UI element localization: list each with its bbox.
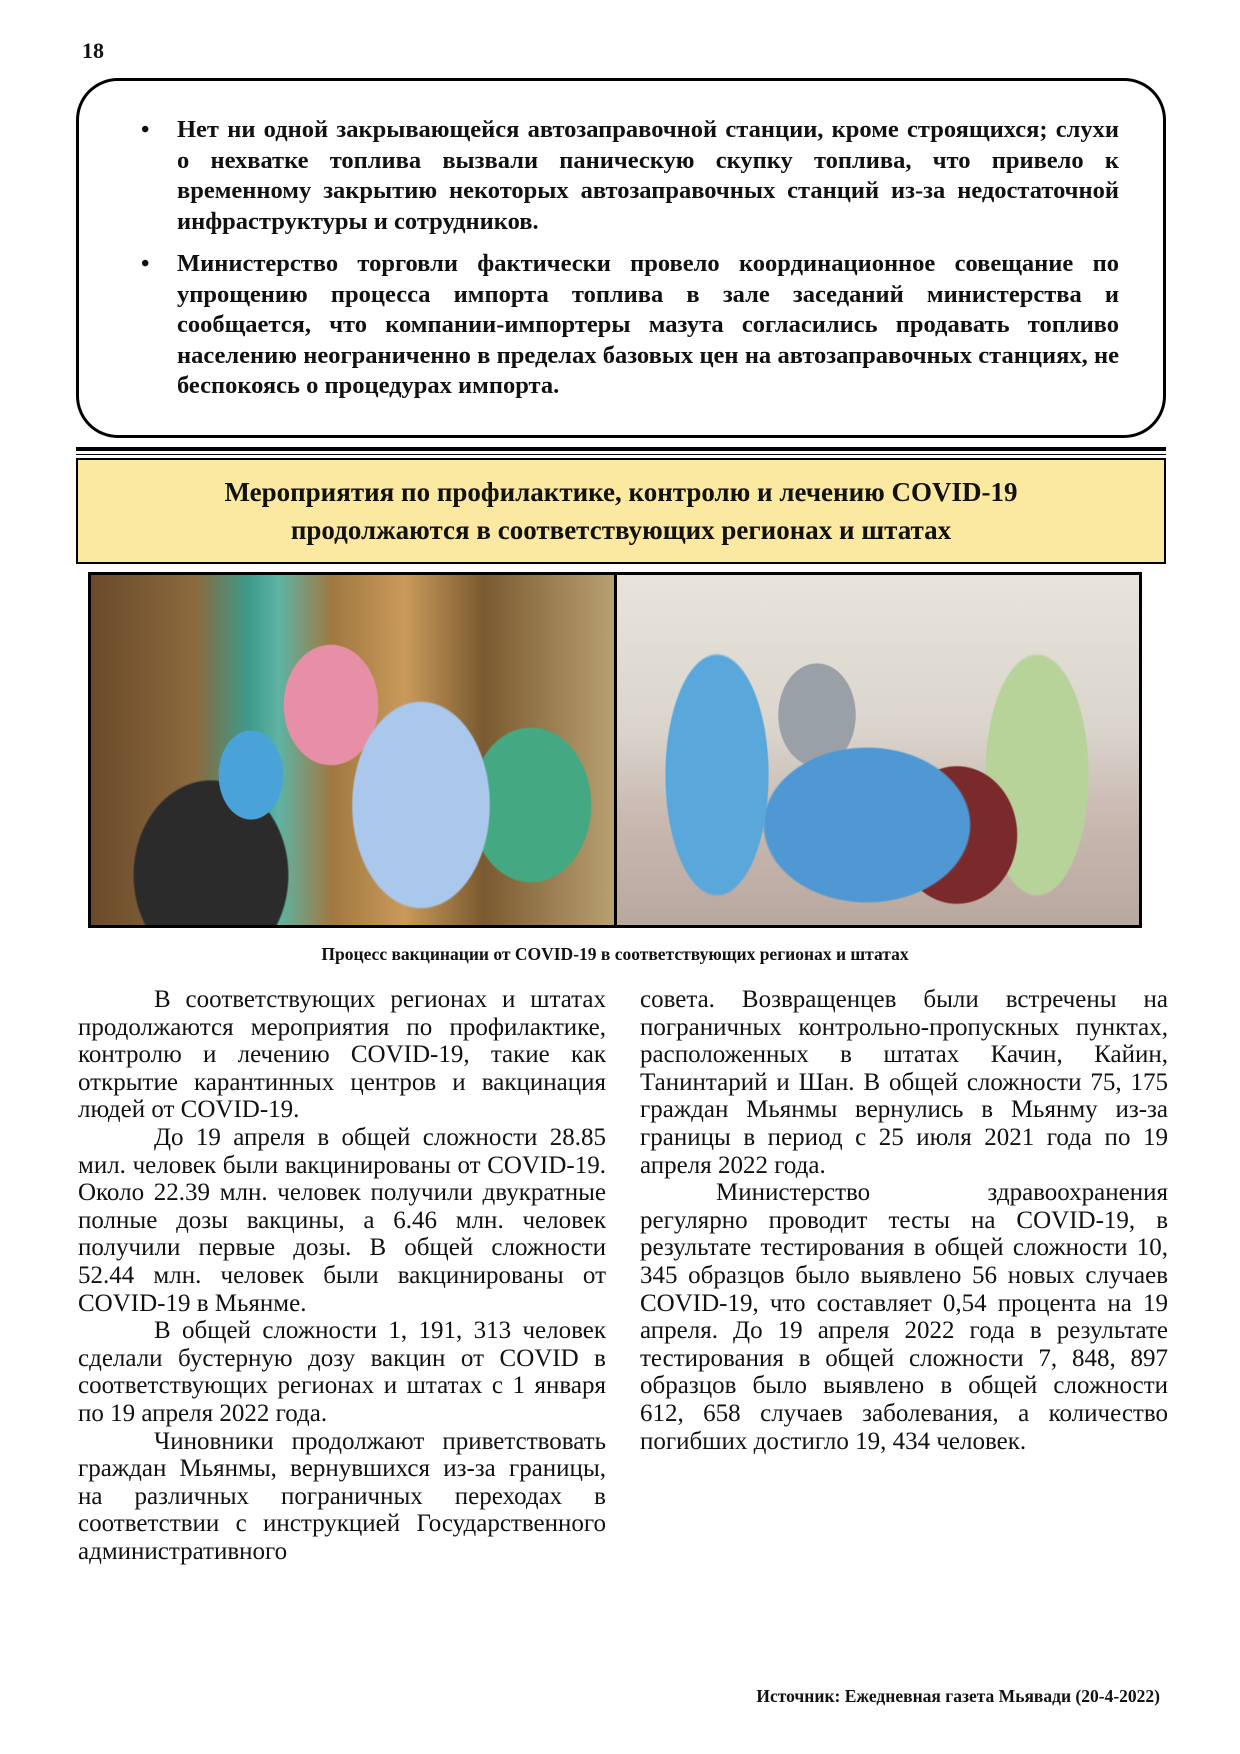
paragraph: совета. Возвращенцев были встречены на пограничных контрольно-пропускных пунктах, расположенных в штатах Качин, Кайин, Танинтарий и Шан. В общей сложности 75, 175 граждан Мьянмы вернулись в Мьянму из-за границы в период с 25 июля 2021 года по 19 апреля 2022 года. <box>640 986 1168 1179</box>
headline-box <box>76 458 1166 564</box>
headline <box>224 473 1017 549</box>
divider-thin <box>76 454 1166 455</box>
paragraph: В общей сложности 1, 191, 313 человек сделали бустерную дозу вакцин от COVID в соответствующих регионах и штатах с 1 января по 19 апреля 2022 года. <box>78 1317 606 1427</box>
bullet-item <box>141 115 1119 237</box>
bullet-dot-icon: • <box>141 117 150 143</box>
photo-caption: Процесс вакцинации от COVID-19 в соответствующих регионах и штатах <box>321 944 909 964</box>
source-credit: Источник: Ежедневная газета Мьявади (20-4-2022) <box>756 1686 1160 1706</box>
vaccination-photo-left <box>91 575 614 925</box>
paragraph: Министерство здравоохранения регулярно проводит тесты на COVID-19, в результате тестирования в общей сложности 10, 345 образцов было выявлено 56 новых случаев COVID-19, что составляет 0,54 процента на 19 апреля. До 19 апреля 2022 года в результате тестирования в общей сложности 7, 848, 897 образцов было выявлено в общей сложности 612, 658 случаев заболевания, а количество погибших достигло 19, 434 человек. <box>640 1179 1168 1455</box>
bullet-dot-icon: • <box>141 251 150 277</box>
page-number: 18 <box>82 38 104 63</box>
headline-line-2: продолжаются в соответствующих регионах и штатах <box>290 515 952 545</box>
paragraph: До 19 апреля в общей сложности 28.85 мил. человек были вакцинированы от COVID-19. Около 22.39 млн. человек получили двукратные полные дозы вакцины, а 6.46 млн. человек получили первые дозы. В общей сложности 52.44 млн. человек были вакцинированы от COVID-19 в Мьянме. <box>78 1123 606 1317</box>
bullet-box <box>76 78 1166 438</box>
bullet-text: Министерство торговли фактически провело координационное совещание по упрощению процесса импорта топлива в зале заседаний министерства и сообщается, что компании-импортеры мазута согласились продавать топливо населению неограниченно в пределах базовых цен на автозаправочных станциях, не беспокоясь о процедурах импорта. <box>177 250 1119 399</box>
vaccination-photo-right <box>614 575 1140 925</box>
paragraph: В соответствующих регионах и штатах продолжаются мероприятия по профилактике, контролю и лечению COVID-19, такие как открытие карантинных центров и вакцинация людей от COVID-19. <box>78 986 606 1124</box>
headline-line-1: Мероприятия по профилактике, контролю и лечению COVID-19 <box>224 477 1018 507</box>
photo-strip <box>88 572 1142 928</box>
bullet-text: Нет ни одной закрывающейся автозаправочной станции, кроме строящихся; слухи о нехватке топлива вызвали паническую скупку топлива, что привело к временному закрытию некоторых автозаправочных станций из-за недостаточной инфраструктуры и сотрудников. <box>177 116 1119 235</box>
article-column-left <box>78 986 606 1565</box>
paragraph: Чиновники продолжают приветствовать граждан Мьянмы, вернувшихся из-за границы, на различных пограничных переходах в соответствии с инструкцией Государственного административного <box>78 1427 606 1565</box>
bullet-item <box>141 249 1119 402</box>
divider-thick <box>76 447 1166 451</box>
article-column-right <box>640 986 1168 1455</box>
bullet-list <box>123 115 1119 402</box>
